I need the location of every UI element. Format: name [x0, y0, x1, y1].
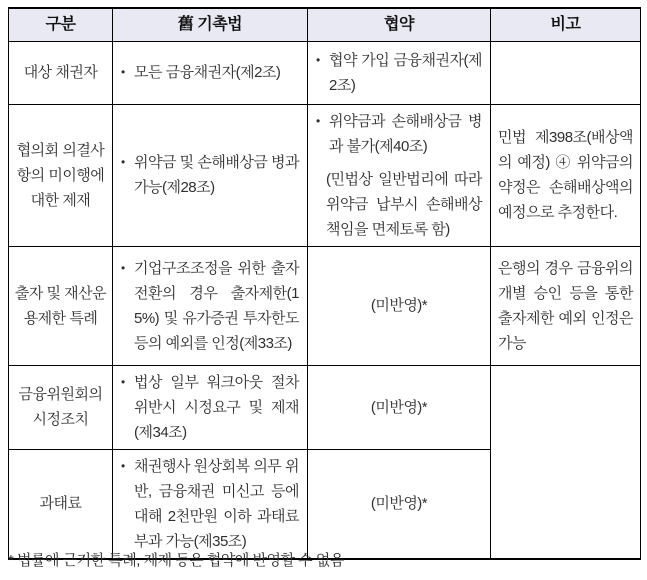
header-category: 구분 — [9, 8, 113, 41]
table-row-fsc-corrective — [9, 365, 641, 449]
table-row-council-sanctions — [9, 104, 641, 246]
footnote-text: * 법률에 근거한 특례, 제재 등은 협약에 반영할 수 없음 — [8, 552, 344, 569]
table-row-target-creditors — [9, 41, 641, 104]
header-remarks: 비고 — [491, 8, 641, 41]
category-cell: 과태료 — [9, 449, 113, 559]
old-law-cell — [113, 104, 308, 246]
agreement-cell — [308, 41, 491, 104]
bullet-item — [316, 48, 482, 98]
bullet-item — [121, 60, 299, 85]
old-law-text: 위약금 및 손해배상금 병과 가능(제28조) — [134, 154, 299, 196]
category-cell: 대상 채권자 — [9, 41, 113, 104]
agreement-cell-not-reflected: (미반영)* — [308, 365, 491, 449]
bullet-icon: • — [121, 374, 125, 389]
old-law-text: 법상 일부 워크아웃 절차 위반시 시정요구 및 제재(제34조) — [134, 373, 299, 441]
agreement-cell — [308, 104, 491, 246]
remarks-cell-bank-approval: 은행의 경우 금융위의 개별 승인 등을 통한 출자제한 예외 인정은 가능 — [491, 246, 641, 365]
bullet-icon: • — [121, 65, 125, 79]
bullet-icon: • — [316, 52, 320, 67]
comparison-table — [8, 7, 641, 560]
header-agreement: 협약 — [308, 8, 491, 41]
agreement-cell-not-reflected: (미반영)* — [308, 246, 491, 365]
old-law-text: 기업구조조정을 위한 출자전환의 경우 출자제한(15%) 및 유가증권 투자한도 등의 예외를 인정(제33조) — [134, 259, 299, 352]
remarks-cell-civil-law: 민법 제398조(배상액의 예정) ④ 위약금의 약정은 손해배상액의 예정으로 추정한다. — [491, 104, 641, 246]
old-law-cell — [113, 246, 308, 365]
agreement-note-text: (민법상 일반법리에 따라 위약금 납부시 손해배상 책임을 면제토록 함) — [326, 170, 482, 238]
table-header-row — [9, 8, 641, 41]
old-law-cell — [113, 41, 308, 104]
bullet-item — [316, 109, 482, 159]
bullet-icon: • — [121, 458, 125, 473]
old-law-text: 모든 금융채권자(제2조) — [134, 64, 281, 81]
old-law-cell — [113, 449, 308, 559]
bullet-item — [121, 256, 299, 356]
agreement-cell-not-reflected: (미반영)* — [308, 449, 491, 559]
bullet-item — [121, 150, 299, 200]
old-law-text: 채권행사 원상회복 의무 위반, 금융채권 미신고 등에 대해 2천만원 이하 과태료 부과 가능(제35조) — [134, 457, 299, 550]
header-old-law: 舊 기촉법 — [113, 8, 308, 41]
bullet-item — [121, 454, 299, 554]
category-cell: 금융위원회의 시정조치 — [9, 365, 113, 449]
remarks-cell-merged-empty — [491, 365, 641, 559]
category-cell: 출자 및 재산운용제한 특례 — [9, 246, 113, 365]
old-law-cell — [113, 365, 308, 449]
remarks-cell-empty — [491, 41, 641, 104]
agreement-text: 위약금과 손해배상금 병과 불가(제40조) — [329, 112, 482, 155]
category-cell: 협의회 의결사항의 미이행에 대한 제재 — [9, 104, 113, 246]
bullet-icon: • — [316, 113, 320, 128]
table-row-equity-exception — [9, 246, 641, 365]
bullet-icon: • — [121, 155, 125, 169]
agreement-text: 협약 가입 금융채권자(제2조) — [329, 51, 482, 94]
bullet-item — [121, 370, 299, 445]
bullet-icon: • — [121, 260, 125, 275]
